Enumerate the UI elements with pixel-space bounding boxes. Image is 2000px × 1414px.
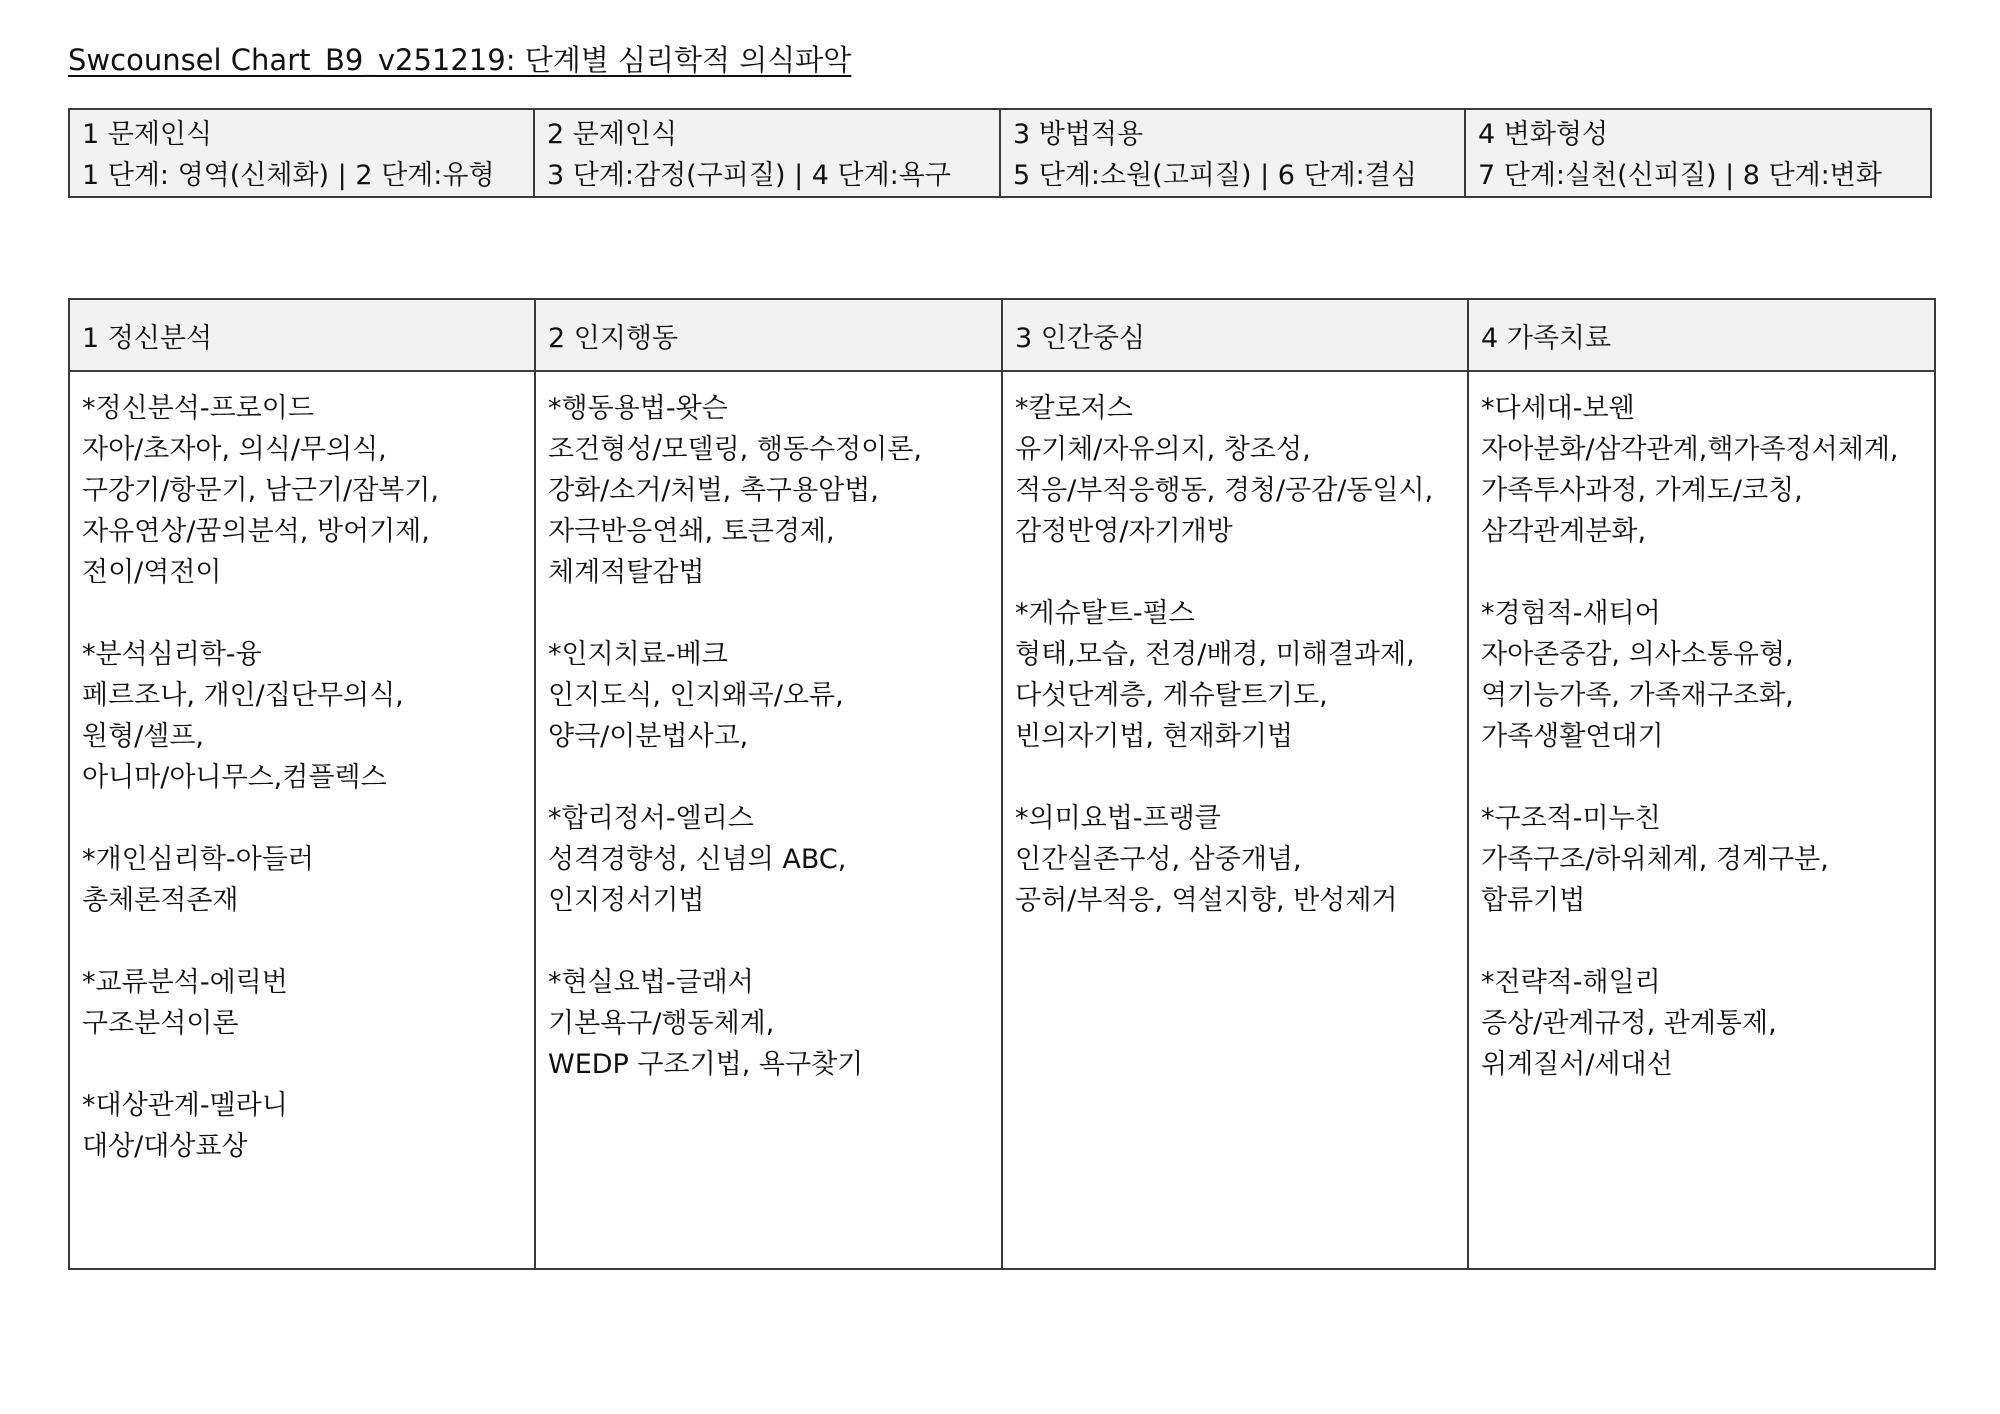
section-keywords: 아니마/아니무스,컴플렉스 bbox=[82, 762, 387, 793]
therapy-section bbox=[548, 962, 989, 1085]
therapy-header-cell: 3 인간중심 bbox=[1002, 299, 1468, 371]
section-keywords: 역기능가족, 가족재구조화, bbox=[1481, 680, 1794, 711]
section-keywords: 체계적탈감법 bbox=[548, 557, 705, 588]
section-keywords: 인지정서기법 bbox=[548, 885, 705, 916]
therapy-section bbox=[82, 839, 522, 921]
section-title: *대상관계-멜라니 bbox=[82, 1090, 288, 1121]
stage-steps: 7 단계:실천(신피질) | 8 단계:변화 bbox=[1478, 160, 1882, 191]
stage-cell bbox=[534, 109, 1000, 197]
section-title: *의미요법-프랭클 bbox=[1015, 803, 1221, 834]
section-title: *경험적-새티어 bbox=[1481, 598, 1661, 629]
stage-table bbox=[68, 108, 1932, 198]
section-keywords: 기본욕구/행동체계, bbox=[548, 1008, 775, 1039]
section-title: *인지치료-베크 bbox=[548, 639, 728, 670]
section-keywords: 자아분화/삼각관계,핵가족정서체계, bbox=[1481, 434, 1899, 465]
therapy-section bbox=[82, 962, 522, 1044]
therapy-header-cell: 2 인지행동 bbox=[535, 299, 1002, 371]
section-keywords: 공허/부적응, 역설지향, 반성제거 bbox=[1015, 885, 1398, 916]
section-keywords: 페르조나, 개인/집단무의식, bbox=[82, 680, 404, 711]
therapy-section bbox=[548, 798, 989, 921]
therapy-section bbox=[548, 634, 989, 757]
section-keywords: 가족생활연대기 bbox=[1481, 721, 1664, 752]
therapy-section bbox=[1015, 593, 1455, 757]
section-keywords: 구강기/항문기, 남근기/잠복기, bbox=[82, 475, 439, 506]
section-keywords: 원형/셀프, bbox=[82, 721, 205, 752]
stage-heading: 2 문제인식 bbox=[547, 119, 678, 150]
section-title: *행동용법-왓슨 bbox=[548, 393, 728, 424]
section-keywords: 가족투사과정, 가계도/코칭, bbox=[1481, 475, 1803, 506]
therapy-body-cell bbox=[69, 371, 535, 1269]
section-title: *칼로저스 bbox=[1015, 393, 1133, 424]
stage-heading: 4 변화형성 bbox=[1478, 119, 1609, 150]
section-title: *합리정서-엘리스 bbox=[548, 803, 754, 834]
section-keywords: 자극반응연쇄, 토큰경제, bbox=[548, 516, 835, 547]
stage-cell bbox=[1000, 109, 1465, 197]
section-keywords: 양극/이분법사고, bbox=[548, 721, 749, 752]
section-keywords: WEDP 구조기법, 욕구찾기 bbox=[548, 1049, 864, 1080]
section-title: *정신분석-프로이드 bbox=[82, 393, 314, 424]
therapy-header-cell: 4 가족치료 bbox=[1468, 299, 1935, 371]
section-keywords: 자아/초자아, 의식/무의식, bbox=[82, 434, 387, 465]
section-keywords: 빈의자기법, 현재화기법 bbox=[1015, 721, 1293, 752]
section-title: *현실요법-글래서 bbox=[548, 967, 754, 998]
section-title: *구조적-미누친 bbox=[1481, 803, 1661, 834]
section-keywords: 감정반영/자기개방 bbox=[1015, 516, 1233, 547]
section-title: *전략적-해일리 bbox=[1481, 967, 1661, 998]
section-keywords: 유기체/자유의지, 창조성, bbox=[1015, 434, 1311, 465]
therapy-body-row bbox=[69, 371, 1935, 1269]
stage-steps: 1 단계: 영역(신체화) | 2 단계:유형 bbox=[82, 160, 495, 191]
stage-heading: 1 문제인식 bbox=[82, 119, 213, 150]
section-keywords: 대상/대상표상 bbox=[82, 1131, 248, 1162]
therapy-header-row bbox=[69, 299, 1935, 371]
section-keywords: 삼각관계분화, bbox=[1481, 516, 1647, 547]
section-keywords: 가족구조/하위체계, 경계구분, bbox=[1481, 844, 1829, 875]
section-keywords: 인간실존구성, 삼중개념, bbox=[1015, 844, 1302, 875]
section-keywords: 성격경향성, 신념의 ABC, bbox=[548, 844, 847, 875]
stage-cell bbox=[1465, 109, 1931, 197]
stage-steps: 3 단계:감정(구피질) | 4 단계:욕구 bbox=[547, 160, 951, 191]
section-keywords: 자아존중감, 의사소통유형, bbox=[1481, 639, 1794, 670]
stage-cell bbox=[69, 109, 534, 197]
stage-heading: 3 방법적용 bbox=[1013, 119, 1144, 150]
section-keywords: 구조분석이론 bbox=[82, 1008, 239, 1039]
stage-steps: 5 단계:소원(고피질) | 6 단계:결심 bbox=[1013, 160, 1417, 191]
section-keywords: 총체론적존재 bbox=[82, 885, 239, 916]
therapy-section bbox=[82, 388, 522, 593]
section-keywords: 합류기법 bbox=[1481, 885, 1586, 916]
section-keywords: 증상/관계규정, 관계통제, bbox=[1481, 1008, 1777, 1039]
therapy-body-cell bbox=[535, 371, 1002, 1269]
therapy-section bbox=[82, 634, 522, 798]
section-keywords: 조건형성/모델링, 행동수정이론, bbox=[548, 434, 922, 465]
section-title: *분석심리학-융 bbox=[82, 639, 262, 670]
section-keywords: 인지도식, 인지왜곡/오류, bbox=[548, 680, 844, 711]
section-title: *다세대-보웬 bbox=[1481, 393, 1635, 424]
section-title: *게슈탈트-펄스 bbox=[1015, 598, 1195, 629]
therapy-body-cell bbox=[1468, 371, 1935, 1269]
section-keywords: 강화/소거/처벌, 촉구용암법, bbox=[548, 475, 879, 506]
section-keywords: 위계질서/세대선 bbox=[1481, 1049, 1673, 1080]
therapy-section bbox=[1015, 798, 1455, 921]
stage-row bbox=[69, 109, 1931, 197]
therapy-section bbox=[1481, 962, 1922, 1085]
section-keywords: 형태,모습, 전경/배경, 미해결과제, bbox=[1015, 639, 1415, 670]
section-keywords: 적응/부적응행동, 경청/공감/동일시, bbox=[1015, 475, 1434, 506]
section-keywords: 전이/역전이 bbox=[82, 557, 222, 588]
therapy-section bbox=[548, 388, 989, 593]
section-keywords: 자유연상/꿈의분석, 방어기제, bbox=[82, 516, 430, 547]
document-title: Swcounsel Chart_B9_v251219: 단계별 심리학적 의식파악 bbox=[68, 43, 852, 77]
therapy-table bbox=[68, 298, 1936, 1270]
therapy-section bbox=[82, 1085, 522, 1167]
section-keywords: 다섯단계층, 게슈탈트기도, bbox=[1015, 680, 1328, 711]
section-title: *개인심리학-아들러 bbox=[82, 844, 314, 875]
therapy-section bbox=[1481, 388, 1922, 552]
therapy-body-cell bbox=[1002, 371, 1468, 1269]
therapy-section bbox=[1015, 388, 1455, 552]
therapy-section bbox=[1481, 798, 1922, 921]
section-title: *교류분석-에릭번 bbox=[82, 967, 288, 998]
therapy-section bbox=[1481, 593, 1922, 757]
therapy-header-cell: 1 정신분석 bbox=[69, 299, 535, 371]
